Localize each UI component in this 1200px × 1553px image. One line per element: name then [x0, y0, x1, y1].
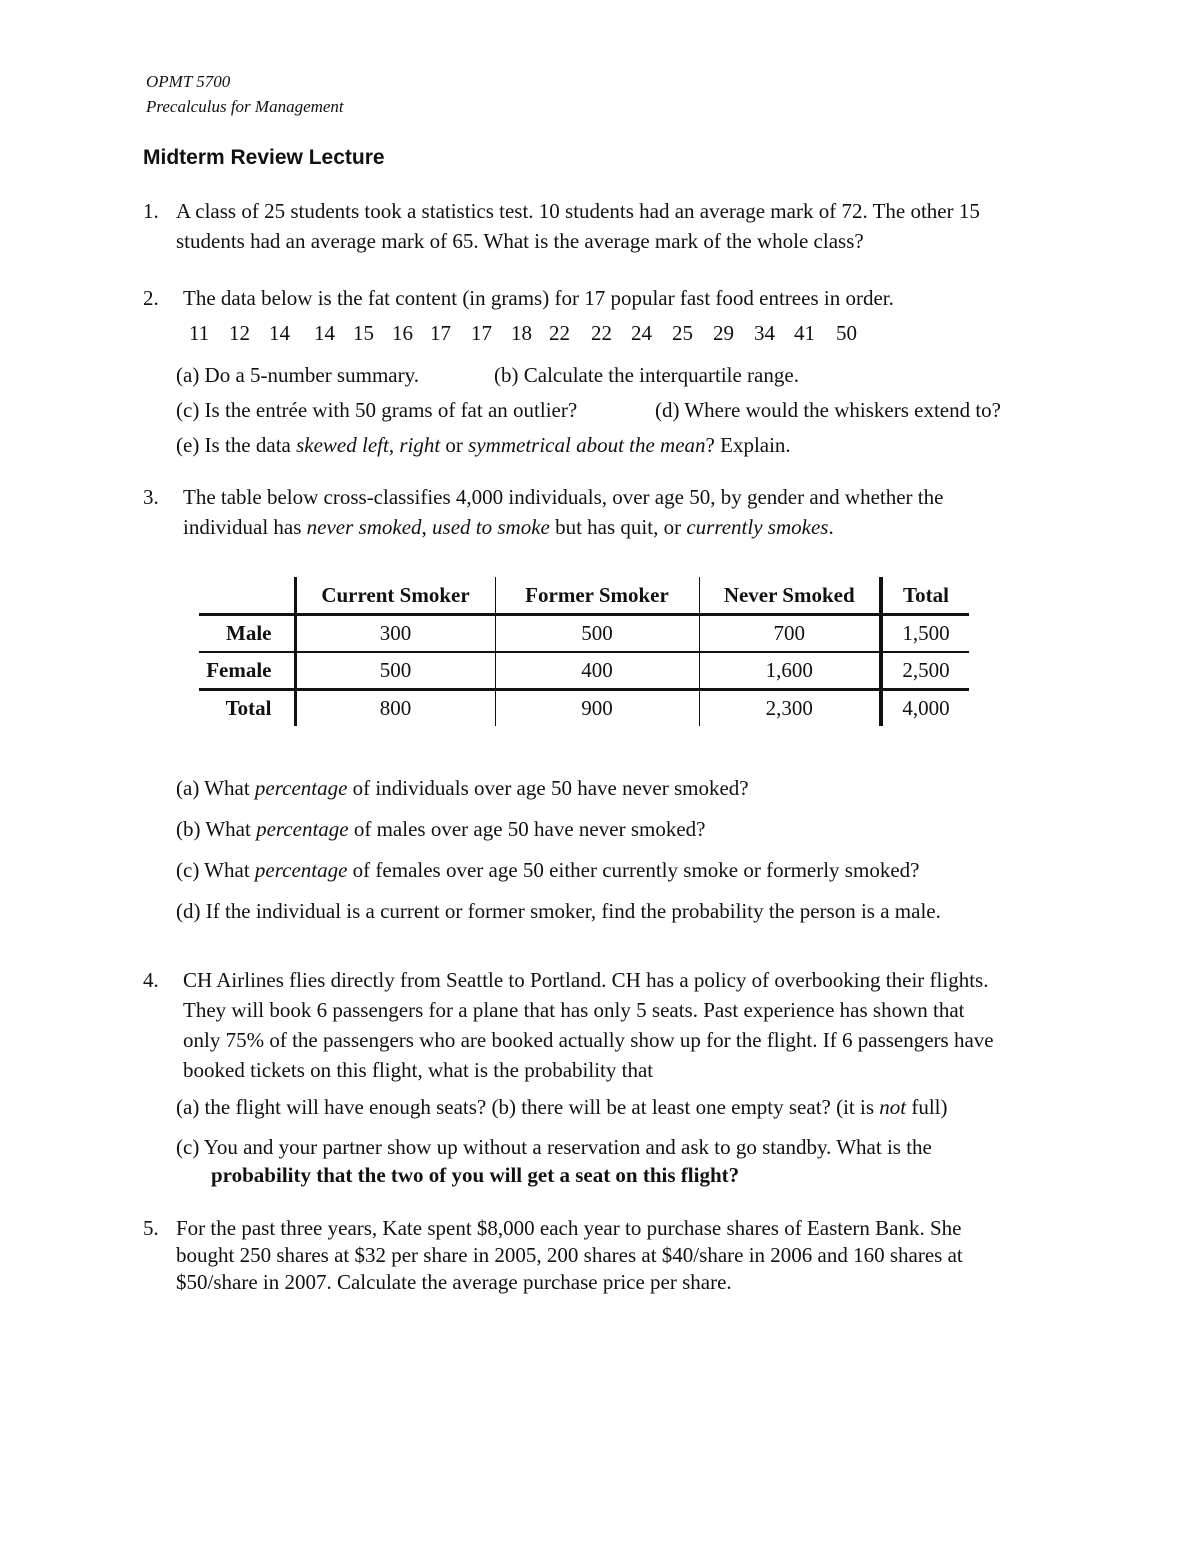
data-value: 11 [189, 321, 210, 345]
table-cell: 800 [295, 690, 495, 727]
data-value: 15 [353, 321, 374, 345]
q5-number: 5. [143, 1216, 159, 1240]
table-row [199, 690, 969, 727]
q4-number: 4. [143, 968, 159, 992]
q4-line-3: only 75% of the passengers who are booked actually show up for the flight. If 6 passengers have [183, 1028, 994, 1052]
q4-line-4: booked tickets on this flight, what is the probability that [183, 1058, 654, 1082]
data-value: 22 [549, 321, 570, 345]
q2-part-c: (c) Is the entrée with 50 grams of fat an outlier? [176, 398, 578, 422]
smoking-crosstab-table [199, 577, 969, 726]
col-header: Former Smoker [495, 577, 699, 615]
q1-line-1: A class of 25 students took a statistics test. 10 students had an average mark of 72. The other 15 [176, 199, 980, 223]
q2-part-a: (a) Do a 5-number summary. [176, 363, 419, 387]
table-cell: 900 [495, 690, 699, 727]
data-value: 22 [591, 321, 612, 345]
q5-line-2: bought 250 shares at $32 per share in 2005, 200 shares at $40/share in 2006 and 160 shares at [176, 1243, 963, 1267]
data-value: 14 [314, 321, 335, 345]
q2-number: 2. [143, 286, 159, 310]
table-cell: 700 [699, 615, 881, 653]
q1-line-2: students had an average mark of 65. What is the average mark of the whole class? [176, 229, 864, 253]
data-value: 12 [229, 321, 250, 345]
data-value: 41 [794, 321, 815, 345]
q3-line-2: individual has never smoked, used to smoke but has quit, or currently smokes. [183, 515, 834, 539]
data-value: 24 [631, 321, 652, 345]
row-header: Female [199, 652, 295, 690]
data-value: 25 [672, 321, 693, 345]
data-value: 29 [713, 321, 734, 345]
q5-line-3: $50/share in 2007. Calculate the average purchase price per share. [176, 1270, 732, 1294]
data-value: 16 [392, 321, 413, 345]
q3-part-a: (a) What percentage of individuals over age 50 have never smoked? [176, 776, 749, 800]
q3-line-1: The table below cross-classifies 4,000 individuals, over age 50, by gender and whether the [183, 485, 944, 509]
table-row [199, 615, 969, 653]
table-cell: 2,500 [881, 652, 969, 690]
table-cell: 2,300 [699, 690, 881, 727]
q2-part-b: (b) Calculate the interquartile range. [494, 363, 799, 387]
q3-part-c: (c) What percentage of females over age 50 either currently smoke or formerly smoked? [176, 858, 920, 882]
col-header: Never Smoked [699, 577, 881, 615]
data-value: 17 [471, 321, 492, 345]
q2-part-e: (e) Is the data skewed left, right or symmetrical about the mean? Explain. [176, 433, 791, 457]
page-title: Midterm Review Lecture [143, 146, 385, 169]
table-cell: 1,500 [881, 615, 969, 653]
data-value: 50 [836, 321, 857, 345]
q4-parts-a-b: (a) the flight will have enough seats? (b) there will be at least one empty seat? (it is not full) [176, 1095, 948, 1119]
row-header: Total [225, 696, 272, 720]
q4-line-1: CH Airlines flies directly from Seattle to Portland. CH has a policy of overbooking their flights. [183, 968, 989, 992]
table-cell: 500 [295, 652, 495, 690]
q2-part-d: (d) Where would the whiskers extend to? [655, 398, 1002, 422]
row-header: Male [199, 615, 295, 653]
q3-part-d: (d) If the individual is a current or former smoker, find the probability the person is a male. [176, 899, 941, 923]
col-header: Total [881, 577, 969, 615]
table-header-row [199, 577, 969, 615]
course-code: OPMT 5700 [146, 72, 231, 91]
q4-part-c-line-2: probability that the two of you will get a seat on this flight? [211, 1163, 740, 1187]
q5-line-1: For the past three years, Kate spent $8,000 each year to purchase shares of Eastern Bank. She [176, 1216, 962, 1240]
table-cell: 400 [495, 652, 699, 690]
table-corner-cell [199, 577, 295, 615]
data-value: 17 [430, 321, 451, 345]
q2-line-1: The data below is the fat content (in grams) for 17 popular fast food entrees in order. [183, 286, 894, 310]
course-name: Precalculus for Management [146, 97, 344, 116]
q4-part-c-line-1: (c) You and your partner show up without a reservation and ask to go standby. What is the [176, 1135, 932, 1159]
data-value: 34 [754, 321, 775, 345]
q3-part-b: (b) What percentage of males over age 50 have never smoked? [176, 817, 706, 841]
data-value: 18 [511, 321, 532, 345]
q3-number: 3. [143, 485, 159, 509]
table-row [199, 652, 969, 690]
q2-data-values [189, 321, 857, 346]
col-header: Current Smoker [295, 577, 495, 615]
q4-line-2: They will book 6 passengers for a plane that has only 5 seats. Past experience has shown that [183, 998, 965, 1022]
table-cell: 300 [295, 615, 495, 653]
data-value: 14 [269, 321, 290, 345]
table-cell: 1,600 [699, 652, 881, 690]
q1-number: 1. [143, 199, 159, 223]
table-cell: 4,000 [881, 690, 969, 727]
table-cell: 500 [495, 615, 699, 653]
